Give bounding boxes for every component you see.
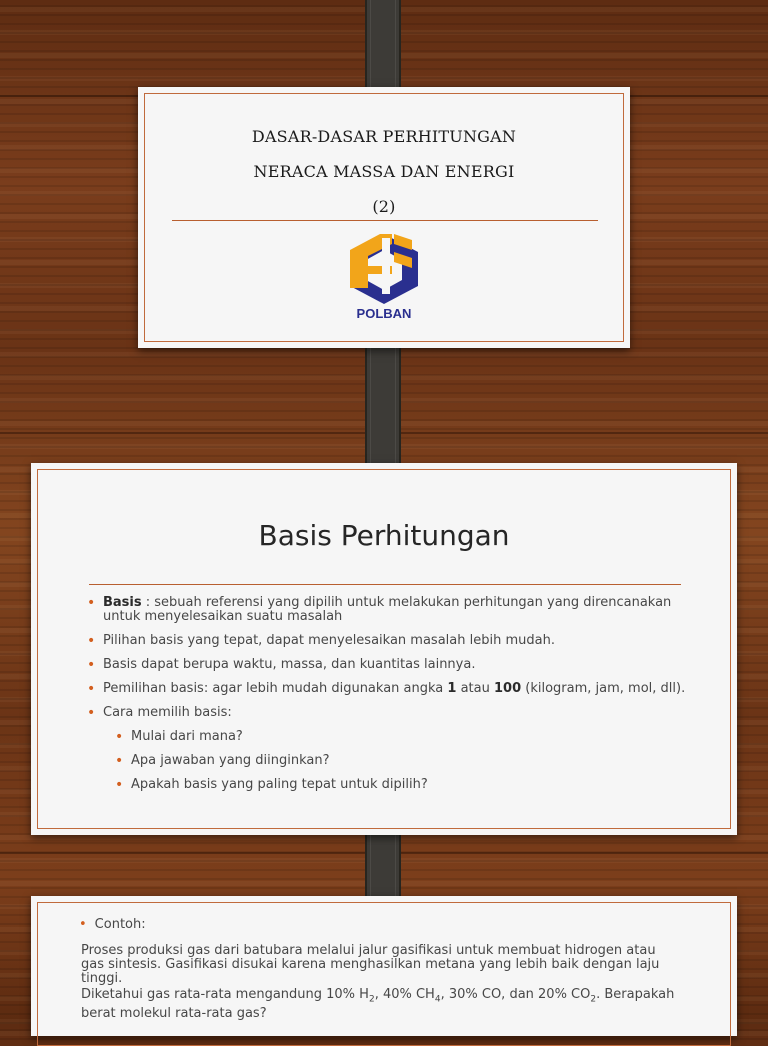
para-text: , 40% CH [374,987,435,1002]
number-one: 1 [447,681,457,696]
basis-number-text: (kilogram, jam, mol, dll). [521,681,686,696]
sub-list-item: • Mulai dari mana? [115,730,687,744]
list-item [87,596,687,624]
example-label-text: Contoh: [94,917,146,932]
subscript: 2 [590,994,597,1005]
basis-bullet-list [87,596,687,802]
list-item: • Pilihan basis yang tepat, dapat menyelesaikan masalah lebih mudah. [87,634,687,648]
example-slide [31,896,737,1036]
basis-number-text: Pemilihan basis: agar lebih mudah digunakan angka [103,681,448,696]
sub-list-item: • Apakah basis yang paling tepat untuk dipilih? [115,778,687,792]
basis-number-text: atau [456,681,494,696]
list-item: • Basis dapat berupa waktu, massa, dan kuantitas lainnya. [87,658,687,672]
example-paragraph-1: Proses produksi gas dari batubara melalui jalur gasifikasi untuk membuat hidrogen atau gas sintesis. Gasifikasi disukai karena menghasilkan metana yang lebih baik dengan laju tinggi. [81,943,660,986]
polban-logo-text: POLBAN [356,306,412,320]
polban-logo [346,228,426,320]
basis-term: Basis [103,595,142,610]
slide-title-line-1: DASAR-DASAR PERHITUNGAN [251,127,517,146]
para-text: . Berapakah berat molekul rata-rata gas? [81,987,675,1021]
slide-title-line-3: (2) [372,197,396,216]
title-divider [172,220,598,221]
slide-title-line-2: NERACA MASSA DAN ENERGI [253,162,515,181]
list-item: • Cara memilih basis: [87,706,687,720]
number-hundred: 100 [494,681,522,696]
para-text: , 30% CO, dan 20% CO [440,987,591,1002]
para-text: Diketahui gas rata-rata mengandung 10% H [81,987,369,1002]
heading-divider [89,584,681,585]
hanging-strap [365,330,401,480]
subscript: 2 [368,994,375,1005]
subscript: 4 [434,994,441,1005]
example-paragraph-2 [81,988,681,1021]
list-item [87,682,687,696]
basis-definition: : sebuah referensi yang dipilih untuk melakukan perhitungan yang direncanakan untuk menyelesaikan suatu masalah [103,595,672,624]
sub-list-item: • Apa jawaban yang diinginkan? [115,754,687,768]
slide-heading: Basis Perhitungan [258,519,510,552]
example-label [79,918,146,932]
title-slide [138,87,630,348]
basis-slide [31,463,737,835]
